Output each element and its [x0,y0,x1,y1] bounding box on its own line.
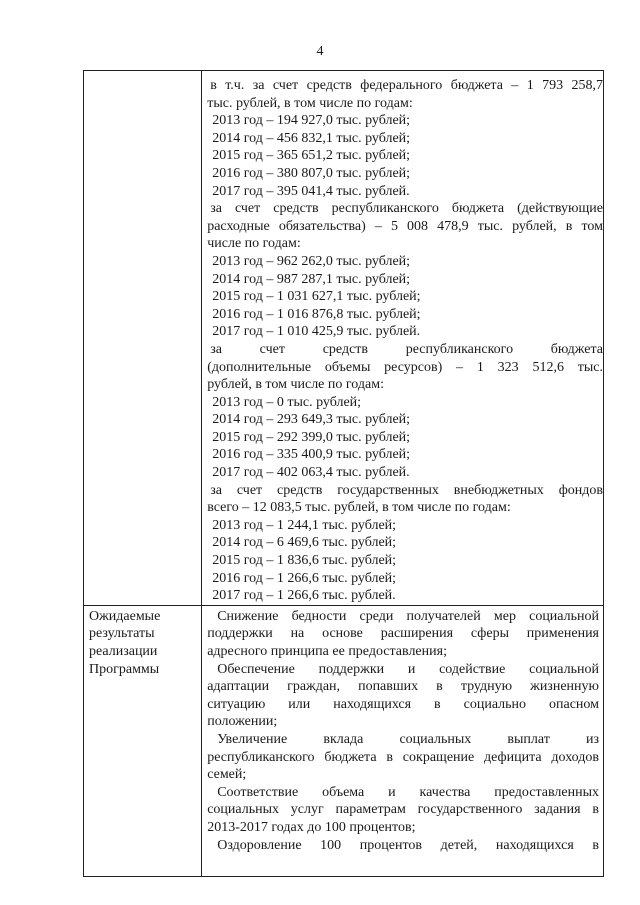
republic-line: за счет средств республиканского бюджета (действующие [210,201,603,217]
republic-line: расходные обязательства) – 5 008 478,9 тыс. рублей, в том [207,218,603,234]
year-line: 2014 год – 6 469,6 тыс. рублей; [212,535,397,551]
year-line: 2016 год – 1 266,6 тыс. рублей; [212,570,397,586]
result-line: поддержки на основе расширения сферы применения [207,626,599,642]
federal-line: тыс. рублей, в том числе по годам: [207,95,413,111]
year-line: 2016 год – 380 807,0 тыс. рублей; [212,165,411,181]
result-line: социальных услуг параметрам государственного задания в [207,802,599,818]
year-line: 2015 год – 1 031 627,1 тыс. рублей; [212,289,421,305]
year-line: 2014 год – 293 649,3 тыс. рублей; [212,412,411,428]
year-line: 2013 год – 194 927,0 тыс. рублей; [212,113,411,129]
result-line: республиканского бюджета в сокращение дефицита доходов [207,749,599,765]
result-line: адресного принципа ее предоставления; [207,644,447,659]
year-line: 2015 год – 292 399,0 тыс. рублей; [212,429,411,445]
results-label-line: Ожидаемые [89,608,161,624]
year-line: 2016 год – 335 400,9 тыс. рублей; [212,447,411,463]
result-line: Соответствие объема и качества предоставленных [217,784,599,800]
results-label-line: реализации [89,644,158,659]
year-line: 2014 год – 456 832,1 тыс. рублей; [212,130,411,146]
additional-line: за счет средств республиканского бюджета [210,341,603,357]
federal-line: в т.ч. за счет средств федерального бюджета – 1 793 258,7 [210,78,603,93]
year-line: 2017 год – 402 063,4 тыс. рублей. [212,465,410,481]
funding-row [84,71,604,606]
program-passport-table [83,70,604,877]
results-cell [202,605,604,876]
additional-line: рублей, в том числе по годам: [207,377,384,393]
year-line: 2017 год – 395 041,4 тыс. рублей. [212,183,410,199]
funding-cell [202,71,604,606]
result-line: 2013-2017 годах до 100 процентов; [207,819,416,835]
year-line: 2013 год – 1 244,1 тыс. рублей; [212,517,397,533]
result-line: Обеспечение поддержки и содействие социальной [217,661,599,677]
offbudget-line: за счет средств государственных внебюджетных фондов [210,482,603,498]
page-number: 4 [316,44,324,59]
result-line: Оздоровление 100 процентов детей, находящихся в [217,837,599,853]
results-label-cell [84,605,202,876]
year-line: 2015 год – 1 836,6 тыс. рублей; [212,553,397,569]
result-line: ситуацию или находящихся в социально опасном [207,696,599,712]
results-label-line: результаты [89,626,155,642]
funding-label-cell [84,71,202,606]
result-line: положении; [207,714,278,730]
offbudget-line: всего – 12 083,5 тыс. рублей, в том числе по годам: [207,500,511,516]
year-line: 2016 год – 1 016 876,8 тыс. рублей; [212,306,421,322]
result-line: семей; [207,767,247,783]
year-line: 2013 год – 0 тыс. рублей; [212,394,362,410]
year-line: 2015 год – 365 651,2 тыс. рублей; [212,148,411,164]
additional-line: (дополнительные объемы ресурсов) – 1 323 512,6 тыс. [207,359,603,375]
year-line: 2014 год – 987 287,1 тыс. рублей; [212,271,411,287]
year-line: 2017 год – 1 266,6 тыс. рублей. [212,588,396,604]
republic-line: числе по годам: [207,236,301,252]
year-line: 2017 год – 1 010 425,9 тыс. рублей. [212,324,421,340]
result-line: адаптации граждан, попавших в трудную жизненную [207,679,599,695]
results-label-line: Программы [89,661,160,677]
year-line: 2013 год – 962 262,0 тыс. рублей; [212,253,411,269]
result-line: Снижение бедности среди получателей мер социальной [217,608,599,624]
results-row [84,605,604,876]
result-line: Увеличение вклада социальных выплат из [217,731,599,747]
